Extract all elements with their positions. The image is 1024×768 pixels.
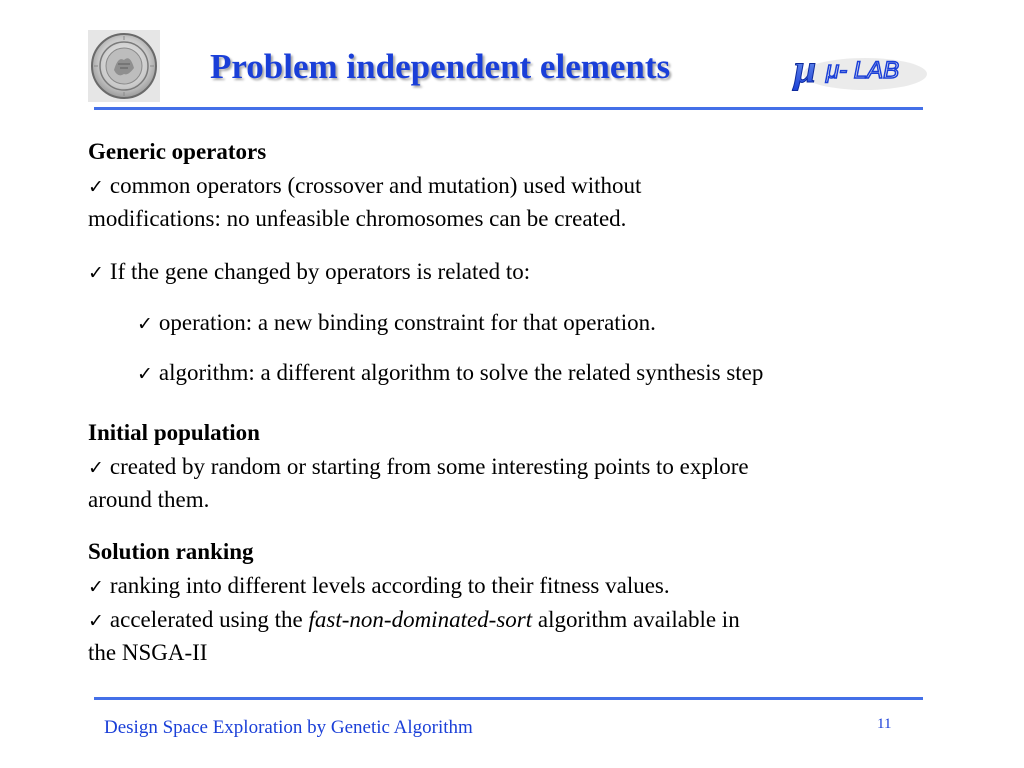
check-icon: ✓ <box>88 176 104 198</box>
mu-lab-logo <box>790 44 930 96</box>
mu-lab-logo-text: μ- LAB <box>826 57 900 84</box>
page-title: Problem independent elements <box>210 47 671 86</box>
footer-title: Design Space Exploration by Genetic Algorithm <box>104 717 473 738</box>
check-icon: ✓ <box>137 313 153 335</box>
generic-item-1-line-1: ✓ common operators (crossover and mutation) used without <box>88 169 641 204</box>
section-heading-solution-ranking: Solution ranking <box>88 539 254 564</box>
page-number: 11 <box>877 716 892 732</box>
header-divider <box>94 107 923 110</box>
initial-item-1-line-1: ✓ created by random or starting from some interesting points to explore <box>88 450 749 485</box>
generic-subitem-algorithm: ✓ algorithm: a different algorithm to solve the related synthesis step <box>137 356 763 391</box>
generic-item-2: ✓ If the gene changed by operators is related to: <box>88 255 530 290</box>
ranking-item-2-line-1: ✓ accelerated using the fast-non-dominated-sort algorithm available in <box>88 603 740 638</box>
ranking-item-2-line-2: the NSGA-II <box>88 640 208 665</box>
generic-item-1-line-2: modifications: no unfeasible chromosomes can be created. <box>88 206 627 231</box>
ranking-item-1: ✓ ranking into different levels according to their fitness values. <box>88 569 670 604</box>
check-icon: ✓ <box>137 363 153 385</box>
check-icon: ✓ <box>88 262 104 284</box>
check-icon: ✓ <box>88 457 104 479</box>
svg-text:μ: μ <box>794 46 817 91</box>
check-icon: ✓ <box>88 576 104 598</box>
algorithm-name: fast-non-dominated-sort <box>308 607 533 632</box>
section-heading-generic-operators: Generic operators <box>88 139 267 164</box>
initial-item-1-line-2: around them. <box>88 487 210 512</box>
university-seal-logo <box>88 30 160 102</box>
check-icon: ✓ <box>88 610 104 632</box>
footer-divider <box>94 697 923 700</box>
section-heading-initial-population: Initial population <box>88 420 260 445</box>
generic-subitem-operation: ✓ operation: a new binding constraint for that operation. <box>137 306 656 341</box>
